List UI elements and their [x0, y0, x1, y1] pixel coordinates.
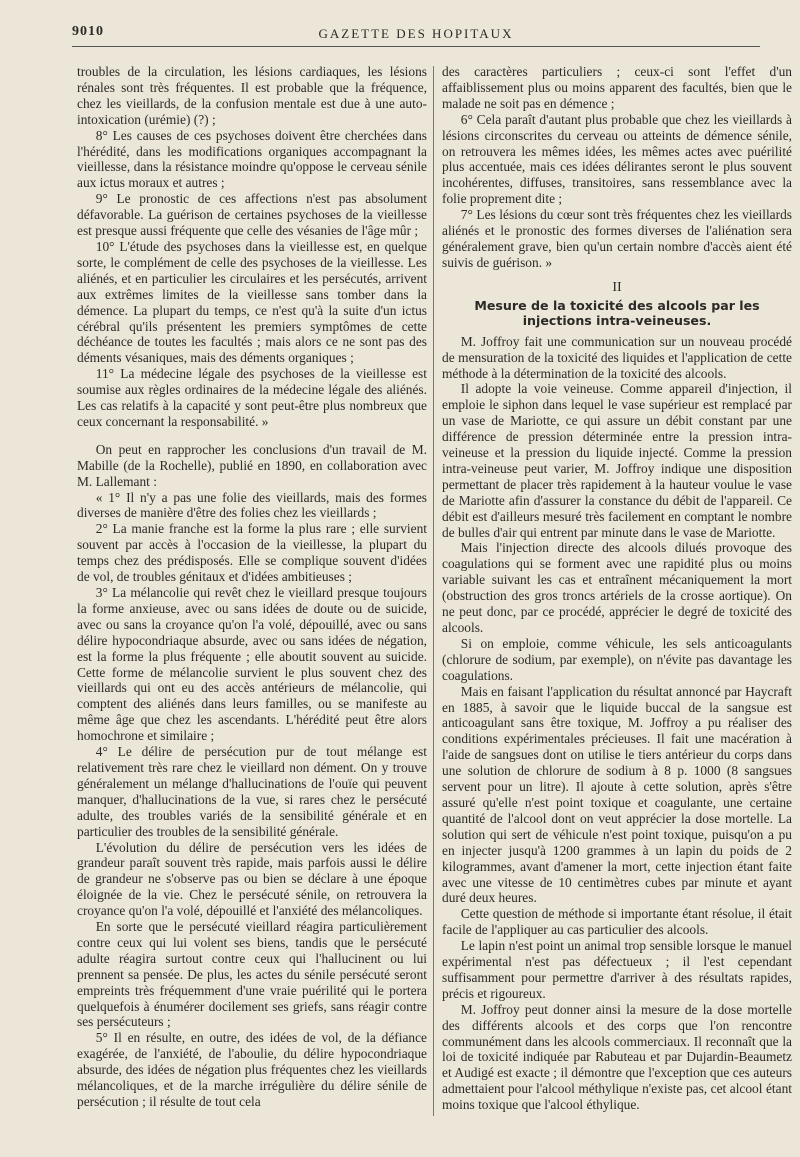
journal-title: GAZETTE DES HOPITAUX	[318, 26, 514, 41]
paragraph: M. Joffroy fait une communication sur un nouveau procédé de mensuration de la toxicité des liquides et l'application de cette méthode à la détermination de la toxicité des alcools.	[442, 333, 792, 381]
paragraph: troubles de la circulation, les lésions cardiaques, les lésions rénales sont très fréquentes. Il est probable que la fréquence, chez les vieillards, de la confusion mentale est due à une auto-intoxication (urémie) (?) ;	[77, 64, 427, 127]
paragraph: 6° Cela paraît d'autant plus probable que chez les vieillards à lésions circonscrites du cerveau ou atteints de démence sénile, on retrouvera les mêmes idées, les mêmes actes avec puérilité plus accentuée, mais ces idées délirantes seront le plus souvent incohérentes, diffuses, transitoires, sans ressemblance avec la folie proprement dite ;	[442, 111, 792, 207]
paragraph: L'évolution du délire de persécution vers les idées de grandeur paraît souvent très rapide, mais parfois aussi le délire de grandeur ne s'observe pas ou bien se déclare à une époque éloignée de la vie. Chez le persécuté sénile, on retrouvera la croyance qu'on l'a volé, dépouillé et l'anxiété des mélancoliques.	[77, 839, 427, 919]
page-number: 9010	[72, 24, 104, 39]
paragraph: En sorte que le persécuté vieillard réagira particulièrement contre ceux qui lui volent ses biens, tandis que le persécuté adulte réagira surtout contre ceux qui l'hallucinent ou lui prennent sa pensée. De plus, les actes du sénile persécuté seront empreints très fréquemment d'une vraie puérilité qui le portera quelquefois à énumérer docilement ses griefs, sans réagir contre ses persécuteurs ;	[77, 919, 427, 1030]
paragraph: 10° L'étude des psychoses dans la vieillesse est, en quelque sorte, le complément de celle des psychoses de la vieillesse. Les aliénés, et en particulier les circulaires et les persécutés, arrivent aux extrêmes limites de la vieillesse sans tomber dans la démence. La plupart du temps, ce n'est qu'à la suite d'un ictus cérébral qu'ils présentent les premiers symptômes de cette déchéance de toutes les facultés ; mais alors ce ne sont pas des déments vésaniques, mais des déments organiques ;	[77, 238, 427, 366]
paragraph: « 1° Il n'y a pas une folie des vieillards, mais des formes diverses de manière d'être des folies chez les vieillards ;	[77, 489, 427, 521]
paragraph: M. Joffroy peut donner ainsi la mesure de la dose mortelle des différents alcools et des corps que l'on rencontre communément dans les alcools commerciaux. Il reconnaît que la loi de toxicité indiquée par Rabuteau et par Dujardin-Beaumetz et Audigé est exacte ; il démontre que l'exception que ces auteurs admettaient pour l'alcool méthylique n'existe pas, cet alcool étant moins toxique que l'alcool éthylique.	[442, 1001, 792, 1113]
right-column	[442, 64, 792, 1113]
paragraph: 8° Les causes de ces psychoses doivent être cherchées dans l'hérédité, dans les modifications organiques accompagnant la vieillesse, dans la résistance moindre qu'oppose le cerveau sénile aux ictus moraux et autres ;	[77, 127, 427, 191]
paragraph: 7° Les lésions du cœur sont très fréquentes chez les vieillards aliénés et le pronostic des formes diverses de l'aliénation sera généralement grave, bien qu'un certain nombre d'accès aient été suivis de guérison. »	[442, 207, 792, 270]
section-number: II	[612, 279, 622, 295]
paragraph: 11° La médecine légale des psychoses de la vieillesse est soumise aux règles ordinaires de la médecine légale des aliénés. Les cas relatifs à la capacité y sont peut-être plus nombreux que ceux concernant la responsabilité. »	[77, 366, 427, 429]
paragraph: 2° La manie franche est la forme la plus rare ; elle survient souvent par accès à l'occasion de la vieillesse, la plupart du temps chez des prédisposés. Elle se complique souvent d'idées de vol, de troubles génitaux et d'idées ambitieuses ;	[77, 521, 427, 585]
column-divider	[433, 66, 434, 1116]
paragraph: 5° Il en résulte, en outre, des idées de vol, de la défiance exagérée, de l'anxiété, de l'aboulie, du délire hypocondriaque absurde, des idées de négation plus fréquentes chez les vieillards mélancoliques, et de la marche irrégulière du délire sénile de persécution ; il résulte de tout cela	[77, 1030, 427, 1109]
paragraph: Cette question de méthode si importante étant résolue, il était facile de l'appliquer au cas particulier des alcools.	[442, 906, 792, 938]
paragraph: 4° Le délire de persécution pur de tout mélange est relativement très rare chez le vieillard non dément. On y trouve généralement un mélange d'hallucinations de l'ouïe qui peuvent manquer, d'hallucinations de la vue, si rares chez le persécuté adulte, des troubles variés de la sensibilité générale et en particulier des troubles de la sensibilité générale.	[77, 744, 427, 839]
paragraph: 3° La mélancolie qui revêt chez le vieillard presque toujours la forme anxieuse, avec ou sans idées de doute ou de suicide, avec ou sans la croyance qu'on l'a volé, dépouillé, avec ou sans délire hypocondriaque absurde, avec ou sans idées de négation, est la forme la plus fréquente ; elle aboutit souvent au suicide. Cette forme de mélancolie survient le plus souvent chez des vieillards qui ont eu des accès antérieurs de mélancolie, qui comptent des aliénés dans leurs familles, ou se manifeste au même âge que chez les ascendants. L'hérédité peut être alors homochrone et similaire ;	[77, 585, 427, 744]
paragraph: des caractères particuliers ; ceux-ci sont l'effet d'un affaiblissement plus ou moins apparent des facultés, bien que le malade ne soit pas en démence ;	[442, 64, 792, 111]
paragraph: Mais en faisant l'application du résultat annoncé par Haycraft en 1885, à savoir que le liquide buccal de la sangsue est anticoagulant sans être toxique, M. Joffroy a pu réaliser des conditions expérimentales précieuses. Il fait une macération à l'aide de sangsues dont on utilise le tiers antérieur du corps dans une solution de chlorure de sodium à 8 p. 1000 (8 sangsues servent pour un litre). Il ajoute à cette solution, après s'être assuré qu'elle n'est point toxique et coagulante, une certaine quantité de l'alcool dont on veut apprécier la dose mortelle. La solution qui sert de véhicule n'est point toxique, puisqu'on a pu en injecter jusqu'à 1200 grammes à un lapin du poids de 2 kilogrammes, avant d'amener la mort, cette injection étant faite avec une vitesse de 10 centimètres cubes par minute et ayant duré deux heures.	[442, 683, 792, 906]
paragraph: On peut en rapprocher les conclusions d'un travail de M. Mabille (de la Rochelle), publié en 1890, en collaboration avec M. Lallemant :	[77, 441, 427, 489]
page-header	[72, 24, 760, 47]
left-column	[77, 64, 427, 1110]
paragraph: Le lapin n'est point un animal trop sensible lorsque le manuel expérimental n'est pas défectueux ; il l'est cependant suffisamment pour permettre d'arriver à des résultats rapides, précis et rigoureux.	[442, 938, 792, 1001]
section-title: Mesure de la toxicité des alcools par les injections intra-veineuses.	[474, 297, 760, 328]
paragraph: 9° Le pronostic de ces affections n'est pas absolument défavorable. La guérison de certaines psychoses de la vieillesse est presque aussi fréquente que celle des vésanies de l'âge mûr ;	[77, 191, 427, 239]
paragraph: Mais l'injection directe des alcools dilués provoque des coagulations qui se forment avec une rapidité plus ou moins variable suivant les cas et entraînent mécaniquement la mort (obstruction des gros troncs artériels de la crosse aortique). On ne peut donc, par ce procédé, apprécier le degré de toxicité des alcools.	[442, 540, 792, 635]
paragraph: Si on emploie, comme véhicule, les sels anticoagulants (chlorure de sodium, par exemple), on n'évite pas davantage les coagulations.	[442, 635, 792, 683]
paragraph: Il adopte la voie veineuse. Comme appareil d'injection, il emploie le siphon dans lequel le vase supérieur est remplacé par un vase de Mariotte, ce qui assure un débit constant par une différence de pression déterminée entre la pression intra-veineuse et la pression du liquide injecté. Comme la pression intra-veineuse peut varier, M. Joffroy indique une disposition permettant de placer très rapidement à la hauteur voulue le vase de Mariotte afin d'assurer la constance du débit de l'appareil. Ce débit est d'ailleurs mesuré très facilement en comptant le nombre de bulles d'air qui entrent par minute dans le vase de Mariotte.	[442, 381, 792, 540]
